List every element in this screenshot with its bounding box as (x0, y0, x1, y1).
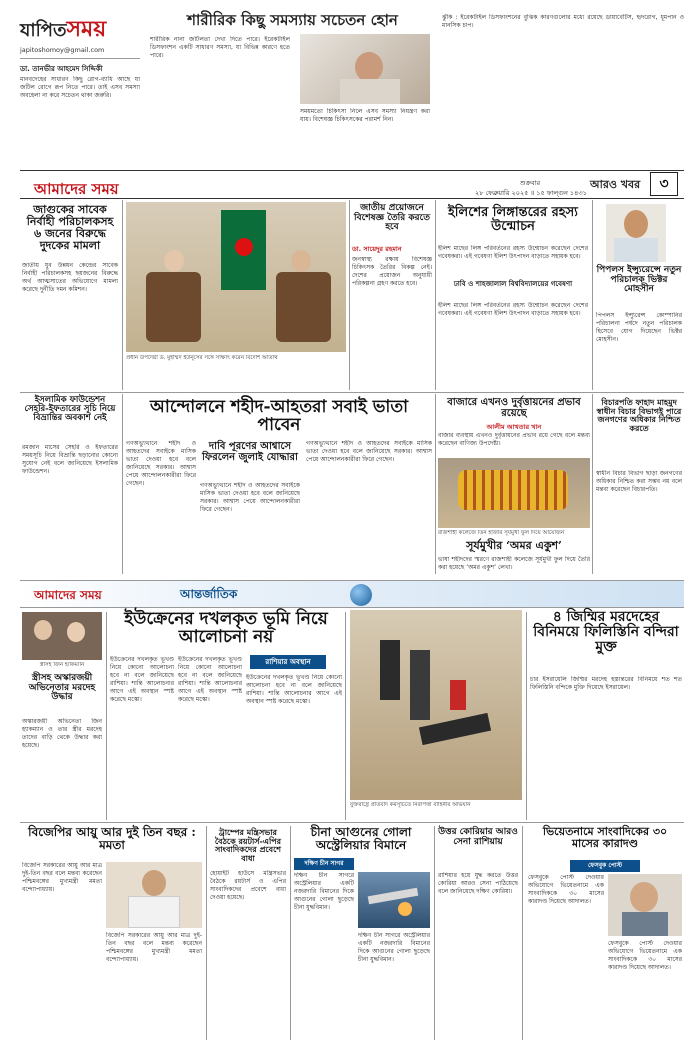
masthead-day: শুক্রবার (520, 179, 541, 187)
jagu-headline: জাগুকের সাবেক নির্বাহী পরিচালকসহ ৬ জনের বিরুদ্ধে দুদকের মামলা (26, 203, 114, 252)
ukraine-body-2: ইউক্রেনের দখলকৃত ভূখণ্ড নিয়ে কোনো আলোচনা হবে না বলে জানিয়েছে রাশিয়া। শান্তি আলোচনার আগে এই অবস্থান স্পষ্ট করেছে মস্কো। (178, 656, 242, 703)
meeting-photo (126, 202, 346, 352)
intl-banner (20, 580, 684, 608)
jagu-body: জাতীয় যুব উন্নয়ন কেন্দ্রের সাবেক নির্বাহী পরিচালকসহ ছয়জনের বিরুদ্ধে অর্থ আত্মসাতের অভিযোগে মামলা করেছে দুর্নীতি দমন কমিশন। (22, 262, 118, 293)
ukraine-body-3: ইউক্রেনের দখলকৃত ভূখণ্ড নিয়ে কোনো আলোচনা হবে না বলে জানিয়েছে রাশিয়া। শান্তি আলোচনার আগে এই অবস্থান স্পষ্ট করেছে মস্কো। (246, 674, 342, 705)
andolon-headline: আন্দোলনে শহীদ-আহতরা সবাই ভাতা পাবেন (149, 397, 408, 436)
andolon-body-3: গণঅভ্যুত্থানে শহীদ ও আহতদের সবাইকে মাসিক ভাতা দেওয়া হবে বলে জানিয়েছে সরকার। আশ্বাস পেয়ে আন্দোলনকারীরা ফিরে গেছেন। (306, 440, 432, 463)
china-body-1: দক্ষিণ চীন সাগরে অস্ট্রেলিয়ার একটি নজরদারি বিমানের দিকে আগুনের গোলা ছুড়েছে চীনা যুদ্ধবিমান। (294, 872, 354, 911)
hackman-body: অস্কারজয়ী অভিনেতা জিন হ্যাকম্যান ও তার স্ত্রীর মরদেহ তাদের বাড়ি থেকে উদ্ধার করা হয়েছে। (22, 718, 102, 749)
hackman-caption: স্ত্রীসহ জিন হ্যাকম্যান (39, 662, 85, 668)
masthead-logo: আমাদের সময় (34, 180, 119, 198)
jatiyo-byline: ডা. সায়েদুর রহমান (352, 245, 402, 253)
ilish-body: ইলিশ মাছের লিঙ্গ পরিবর্তনের রহস্য উন্মোচন করেছেন দেশের গবেষকরা। এই গবেষণা ইলিশ উৎপাদন বাড়াতে সহায়ক হবে। (438, 245, 588, 260)
japito-email: japitoshomoy@gmail.com (20, 46, 105, 54)
china-headline: চীনা আগুনের গোলা অস্ট্রেলিয়ার বিমানে (310, 825, 412, 852)
gaza-caption: যুক্তরাষ্ট্রে প্রতিবাদ কর্মসূচিতে নিরাপত্তা বাহিনীর অভিযান (350, 802, 471, 808)
trump-headline: ট্রাম্পের মন্ত্রিসভার বৈঠকে রয়টার্স-এপির সাংবাদিকদের প্রবেশে বাধা (214, 827, 282, 863)
meeting-caption: প্রধান উপদেষ্টা ড. মুহাম্মদ ইউনূসের সঙ্গে সাক্ষাৎ করেন বিদেশি অতিথি (126, 355, 278, 361)
islamic-headline: ইসলামিক ফাউন্ডেশন সেহরি-ইফতারের সূচি নিয়ে বিভ্রান্তির অবকাশ নেই (24, 395, 116, 424)
pipls-body: পিপলস ইন্স্যুরেন্স কোম্পানির পরিচালনা পর্ষদে নতুন পরিচালক হিসেবে যোগ দিয়েছেন ভিক্টর মোহসীন। (596, 312, 682, 343)
jatiyo-body: জনস্বাস্থ্য রক্ষায় বিশেষজ্ঞ চিকিৎসক তৈরির বিকল্প নেই। দেশের প্রয়োজন অনুযায়ী পরিকল্পনা গ্রহণ করতে হবে। (352, 256, 432, 287)
pipls-headline: পিপলস ইন্স্যুরেন্সে নতুন পরিচালক ভিক্টর মোহসীন (596, 265, 682, 295)
bajar-headline: বাজারে এখনও দুর্বৃত্তায়নের প্রভাব রয়েছে (447, 397, 581, 419)
flower-photo (438, 458, 590, 528)
globe-icon (350, 584, 372, 606)
china-photo (358, 872, 430, 928)
vietnam-photo (608, 874, 682, 936)
japito-word: যাপিত (20, 20, 67, 41)
ukraine-tag: রাশিয়ার অবস্থান (250, 655, 326, 669)
surjo-body: ভাষা শহীদদের স্মরণে রাজশাহী কলেজে সূর্যমুখী ফুল দিয়ে তৈরি করা হয়েছে ‘অমর একুশ’ লেখা। (438, 556, 590, 571)
bjp-body-1: বিজেপি সরকারের আয়ু আর মাত্র দুই-তিন বছর বলে মন্তব্য করেছেন পশ্চিমবঙ্গের মুখ্যমন্ত্রী মমতা বন্দ্যোপাধ্যায়। (22, 862, 102, 893)
vietnam-body-1: ফেসবুকে পোস্ট দেওয়ার অভিযোগে ভিয়েতনামে এক সাংবাদিককে ৩০ মাসের কারাদণ্ড দিয়েছে আদালত। (528, 874, 604, 905)
section-label: আরও খবর (590, 178, 641, 191)
islamic-body: রমজান মাসের সেহরি ও ইফতারের সময়সূচি নিয়ে বিভ্রান্তি ছড়ানোর কোনো সুযোগ নেই বলে জানিয়েছে ইসলামিক ফাউন্ডেশন। (22, 444, 118, 475)
health-col-1: মানবদেহের সাধারণ কিছু রোগ-ব্যাধি আছে যা জটিল রোগে রূপ নিতে পারে। তাই এসব সমস্যা অবহেলা না করে সচেতন থাকা জরুরি। (20, 76, 140, 99)
korea-headline: উত্তর কোরিয়ার আরও সেনা রাশিয়ায় (438, 827, 518, 847)
bajar-body: বাজার ব্যবস্থায় এখনও দুর্বৃত্তায়নের প্রভাব রয়ে গেছে বলে মন্তব্য করেছেন বাণিজ্য উপদেষ্টা। (438, 432, 590, 447)
health-col-2: শারীরিক নানা জটিলতা দেখা দিতে পারে। ইরেকটাইল ডিসফাংশন একটি সাধারণ সমস্যা, যা বিভিন্ন কারণে হতে পারে। (150, 36, 290, 59)
intl-label: আন্তর্জাতিক (180, 587, 238, 601)
ilish-body-2: ইলিশ মাছের লিঙ্গ পরিবর্তনের রহস্য উন্মোচন করেছেন দেশের গবেষকরা। এই গবেষণা ইলিশ উৎপাদন বাড়াতে সহায়ক হবে। (438, 302, 588, 317)
bichar-headline: বিচারপতি ফাহাদ মাহমুদ স্বাধীন বিচার বিভাগই পারে জনগণের অধিকার নিশ্চিত করতে (596, 397, 682, 433)
pipls-photo (606, 204, 666, 262)
dabi-headline: দাবি পূরণের আশ্বাসে ফিরলেন জুলাই যোদ্ধারা (202, 441, 298, 463)
bichar-body: স্বাধীন বিচার বিভাগ ছাড়া জনগণের অধিকার নিশ্চিত করা সম্ভব নয় বলে মন্তব্য করেছেন বিচারপতি। (596, 470, 682, 493)
ukraine-headline: ইউক্রেনের দখলকৃত ভূমি নিয়ে আলোচনা নয় (124, 609, 328, 648)
mamata-photo (106, 862, 202, 928)
ukraine-body-1: ইউক্রেনের দখলকৃত ভূখণ্ড নিয়ে কোনো আলোচনা হবে না বলে জানিয়েছে রাশিয়া। শান্তি আলোচনার আগে এই অবস্থান স্পষ্ট করেছে মস্কো। (110, 656, 174, 703)
vietnam-tag: ফেসবুক পোস্ট (570, 860, 640, 872)
gaza-headline: ৪ জিম্মির মরদেহের বিনিময়ে ফিলিস্তিনি বন্দিরা মুক্ত (533, 609, 679, 656)
hackman-headline: স্ত্রীসহ অস্কারজয়ী অভিনেতার মরদেহ উদ্ধার (28, 673, 96, 703)
japito-logo (20, 12, 130, 44)
health-photo (300, 34, 430, 104)
vietnam-body-2: ফেসবুকে পোস্ট দেওয়ার অভিযোগে ভিয়েতনামে এক সাংবাদিককে ৩০ মাসের কারাদণ্ড দিয়েছে আদালত। (608, 940, 682, 971)
jatiyo-headline: জাতীয় প্রয়োজনে বিশেষজ্ঞ তৈরি করতে হবে (354, 203, 430, 233)
andolon-body-2: গণঅভ্যুত্থানে শহীদ ও আহতদের সবাইকে মাসিক ভাতা দেওয়া হবে বলে জানিয়েছে সরকার। আশ্বাস পেয়ে আন্দোলনকারীরা ফিরে গেছেন। (200, 482, 300, 513)
vietnam-headline: ভিয়েতনামে সাংবাদিকের ৩০ মাসের কারাদণ্ড (542, 825, 668, 850)
china-body-2: দক্ষিণ চীন সাগরে অস্ট্রেলিয়ার একটি নজরদারি বিমানের দিকে আগুনের গোলা ছুড়েছে চীনা যুদ্ধবিমান। (358, 932, 430, 963)
masthead-date: ২৮ ফেব্রুয়ারি ২০২৫ ॥ ১৫ ফাল্গুন ১৪৩১ (475, 189, 587, 197)
ilish-subhead: ঢাবি ও শাহজালাল বিশ্ববিদ্যালয়ের গবেষণা (453, 280, 573, 288)
gaza-body: চার ইসরায়েলি জিম্মির মরদেহ হস্তান্তরের বিনিময়ে শত শত ফিলিস্তিনি বন্দিকে মুক্তি দিয়েছে ইসরায়েল। (530, 676, 682, 691)
health-col-4: ঝুঁকি : ইরেকটাইল ডিসফাংশনের বুঝিক কারণগুলোর মধ্যে রয়েছে ডায়াবেটিস, হৃদরোগ, ধূমপান ও মানসিক চাপ। (442, 14, 684, 29)
hackman-photo (22, 612, 102, 660)
health-col-3: সময়মতো চিকিৎসা নিলে এসব সমস্যা নিয়ন্ত্রণ করা যায়। বিশেষজ্ঞ চিকিৎসকের পরামর্শ নিন। (300, 108, 430, 123)
flower-caption: রাজশাহী কলেজে তিন হাজার সূর্যমুখী ফুল দিয়ে আয়োজন (438, 530, 565, 536)
korea-body: রাশিয়ার হয়ে যুদ্ধ করতে উত্তর কোরিয়া আরও সেনা পাঠিয়েছে বলে জানিয়েছে দক্ষিণ কোরিয়া। (438, 872, 518, 895)
andolon-body-1: গণঅভ্যুত্থানে শহীদ ও আহতদের সবাইকে মাসিক ভাতা দেওয়া হবে বলে জানিয়েছে সরকার। আশ্বাস পেয়ে আন্দোলনকারীরা ফিরে গেছেন। (126, 440, 196, 487)
intl-logo: আমাদের সময় (34, 588, 102, 602)
trump-body: হোয়াইট হাউসে মন্ত্রিসভার বৈঠকে রয়টার্স ও এপির সাংবাদিকদের প্রবেশে বাধা দেওয়া হয়েছে। (210, 870, 286, 901)
somoy-word: সময় (66, 16, 107, 42)
top-section (20, 8, 684, 166)
bjp-body-2: বিজেপি সরকারের আয়ু আর মাত্র দুই-তিন বছর বলে মন্তব্য করেছেন পশ্চিমবঙ্গের মুখ্যমন্ত্রী মমতা বন্দ্যোপাধ্যায়। (106, 932, 202, 963)
health-headline: শারীরিক কিছু সমস্যায় সচেতন হোন (187, 11, 398, 29)
page-number: ৩ (650, 172, 678, 196)
bjp-headline: বিজেপির আয়ু আর দুই তিন বছর : মমতা (28, 825, 196, 852)
surjo-headline: সূর্যমুখীর ‘অমর একুশ’ (466, 539, 562, 552)
bajar-byline: আলীম আখতার খান (486, 423, 542, 431)
gaza-photo (350, 610, 522, 800)
health-author: ডা. তানভীর আহমেদ সিদ্দিকী (20, 65, 103, 73)
china-tag: দক্ষিণ চীন সাগর (294, 858, 354, 870)
ilish-headline: ইলিশের লিঙ্গান্তরের রহস্য উন্মোচন (448, 205, 578, 235)
